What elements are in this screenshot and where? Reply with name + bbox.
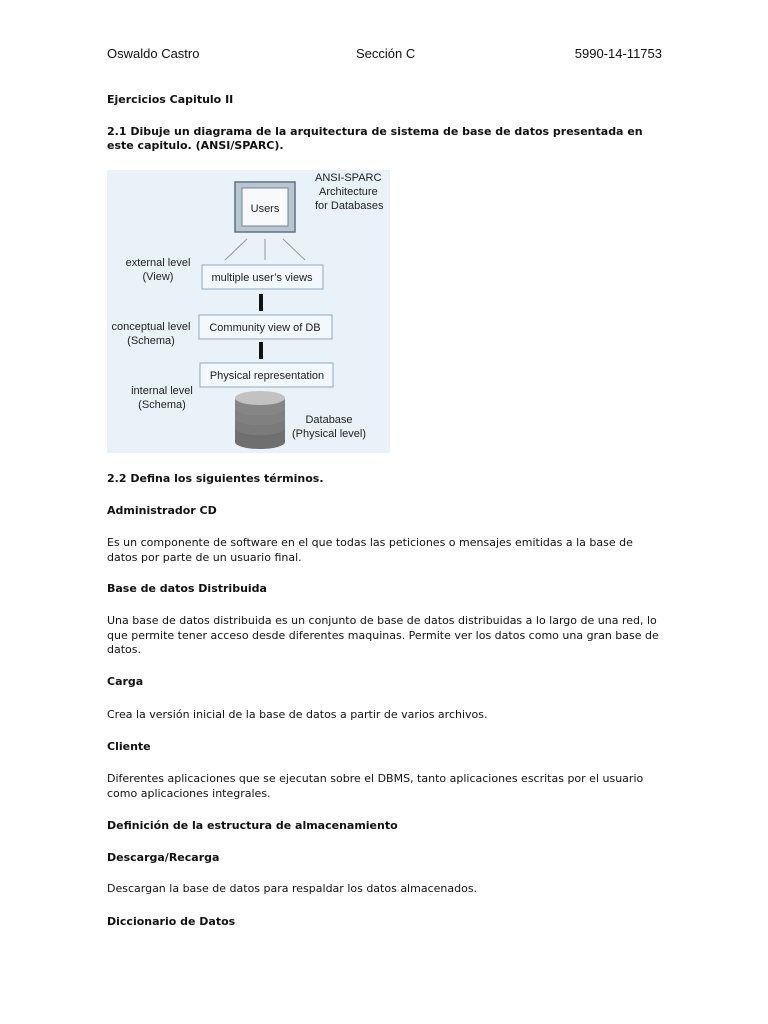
term-definition: Descargan la base de datos para respaldar los datos almacenados. (107, 882, 478, 895)
conceptual-level-sub: (Schema) (127, 335, 175, 347)
conceptual-box-label: Community view of DB (209, 322, 321, 334)
internal-level-label: internal level (131, 385, 193, 397)
question-2: 2.2 Defina los siguientes términos. (107, 472, 324, 485)
external-level-label: external level (125, 257, 191, 269)
term-heading: Cliente (107, 740, 151, 753)
id-number: 5990-14-11753 (574, 46, 662, 61)
author-name: Oswaldo Castro (107, 46, 200, 61)
section-label: Sección C (356, 46, 416, 61)
database-label: Database (305, 414, 353, 426)
database-icon (235, 391, 285, 449)
external-box-label: multiple user’s views (211, 272, 313, 284)
internal-box-label: Physical representation (209, 370, 325, 382)
document-title: Ejercicios Capitulo II (107, 93, 234, 106)
term-definition: Es un componente de software en el que todas las peticiones o mensajes emitidas a la base de datos por parte de un usuario final. (107, 536, 633, 564)
diagram-title-line-3: for Databases (315, 200, 384, 212)
term-heading: Diccionario de Datos (107, 915, 236, 928)
term-definition: Crea la versión inicial de la base de datos a partir de varios archivos. (107, 708, 488, 721)
term-definition: Una base de datos distribuida es un conjunto de base de datos distribuidas a lo largo de una red, lo que permite tener acceso desde diferentes maquinas. Permite ver los datos como una gran base de datos. (107, 614, 659, 656)
question-1: 2.1 Dibuje un diagrama de la arquitectura de sistema de base de datos presentada en este capitulo. (ANSI/SPARC). (107, 125, 643, 152)
diagram-title-line-1: ANSI-SPARC (315, 172, 382, 184)
user-view-lines (225, 239, 305, 260)
connector-1 (259, 294, 263, 311)
users-label: Users (250, 203, 280, 215)
term-definition: Diferentes aplicaciones que se ejecutan sobre el DBMS, tanto aplicaciones escritas por el usuario como aplicaciones integrales. (107, 772, 644, 800)
conceptual-level-label: conceptual level (111, 321, 191, 333)
ansi-sparc-diagram (107, 170, 390, 453)
internal-level-sub: (Schema) (138, 399, 186, 411)
users-box (235, 182, 295, 232)
term-heading: Descarga/Recarga (107, 851, 220, 864)
term-heading: Administrador CD (107, 504, 217, 517)
term-heading: Carga (107, 675, 144, 688)
diagram-title-line-2: Architecture (319, 186, 378, 198)
external-level-sub: (View) (142, 271, 174, 283)
database-sub: (Physical level) (292, 428, 366, 440)
connector-2 (259, 342, 263, 359)
page-header (107, 46, 662, 64)
term-heading: Definición de la estructura de almacenamiento (107, 819, 398, 832)
term-heading: Base de datos Distribuida (107, 582, 267, 595)
